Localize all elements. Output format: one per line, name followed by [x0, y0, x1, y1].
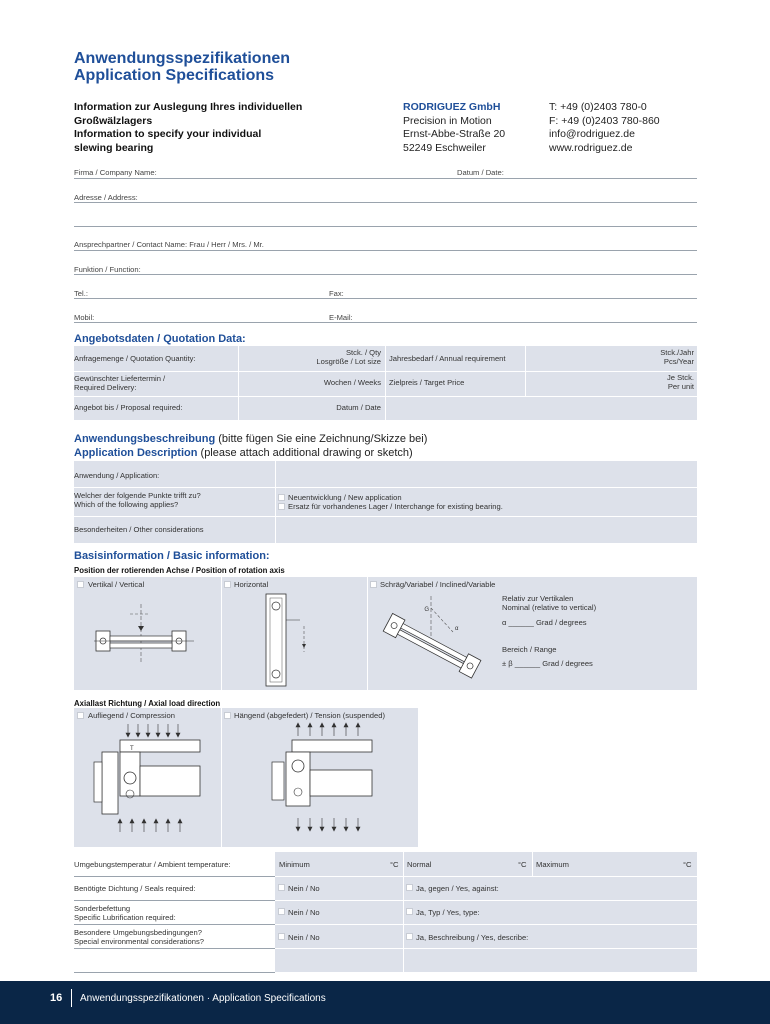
normal-label: Normal — [407, 860, 432, 869]
svg-text:G: G — [424, 607, 429, 613]
minimum-label: Minimum — [279, 860, 310, 869]
tel-fax-field[interactable] — [74, 298, 697, 299]
application-input[interactable] — [276, 462, 696, 486]
inclined-axis-drawing — [373, 594, 503, 684]
mobile-label: Mobil: — [74, 313, 95, 322]
new-application-label: Neuentwicklung / New application — [288, 493, 402, 502]
page-number: 16 — [50, 992, 63, 1004]
delivery-unit: Wochen / Weeks — [323, 378, 381, 387]
footer-text: Anwendungsspezifikationen · Application Specifications — [80, 993, 326, 1004]
lubrication-yes-label: Ja, Typ / Yes, type: — [416, 908, 480, 917]
proposal-unit: Datum / Date — [336, 403, 381, 412]
qty-input[interactable] — [239, 347, 384, 370]
seals-yes-checkbox[interactable] — [406, 884, 413, 891]
basic-info-title: Basisinformation / Basic information: — [74, 550, 270, 562]
company-name: RODRIGUEZ GmbH — [403, 101, 501, 113]
lubrication-no-checkbox[interactable] — [278, 908, 285, 915]
application-title-en: Application Description (please attach additional drawing or sketch) — [74, 447, 413, 459]
lubrication-label: Sonderbefettung Specific Lubrification required: — [74, 904, 176, 922]
lubrication-yes-checkbox[interactable] — [406, 908, 413, 915]
proposal-input[interactable] — [239, 397, 384, 419]
new-application-checkbox[interactable] — [278, 494, 285, 501]
environment-label: Besondere Umgebungsbedingungen? Special environmental considerations? — [74, 928, 205, 946]
svg-text:T: T — [130, 746, 134, 752]
qty-label: Anfragemenge / Quotation Quantity: — [74, 354, 196, 363]
rotation-axis-title: Position der rotierenden Achse / Position of rotation axis — [74, 566, 285, 575]
inclined-checkbox[interactable] — [370, 581, 377, 588]
proposal-label: Angebot bis / Proposal required: — [74, 403, 183, 412]
date-label: Datum / Date: — [457, 168, 504, 177]
tension-drawing — [262, 722, 387, 842]
seals-label: Benötigte Dichtung / Seals required: — [74, 884, 196, 893]
other-considerations-label: Besonderheiten / Other considerations — [74, 525, 204, 534]
web-link[interactable]: www.rodriguez.de — [549, 141, 633, 154]
address-label: Adresse / Address: — [74, 193, 138, 202]
minimum-temperature-input[interactable] — [318, 853, 388, 875]
page-title-en: Application Specifications — [74, 67, 275, 84]
address-field-2[interactable] — [74, 226, 697, 227]
maximum-temperature-input[interactable] — [576, 853, 680, 875]
alpha-degrees-field[interactable]: α ______ Grad / degrees — [502, 618, 587, 627]
seals-no-label: Nein / No — [288, 884, 320, 893]
tension-checkbox[interactable] — [224, 712, 231, 719]
environment-no-label: Nein / No — [288, 933, 320, 942]
function-field[interactable] — [74, 274, 697, 275]
intro-text: Information zur Auslegung Ihres individuellen Großwälzlagers Information to specify your individual slewing bearing — [74, 101, 303, 154]
company-address: RODRIGUEZ GmbH Precision in Motion Ernst-Abbe-Straße 20 52249 Eschweiler — [403, 101, 506, 154]
seals-no-checkbox[interactable] — [278, 884, 285, 891]
inclined-label: Schräg/Variabel / Inclined/Variable — [380, 580, 496, 589]
delivery-input[interactable] — [239, 372, 384, 395]
compression-drawing — [90, 722, 215, 842]
company-contact — [549, 101, 660, 155]
annual-unit: Stck./Jahr Pcs/Year — [660, 348, 694, 366]
qty-unit: Stck. / Qty Losgröße / Lot size — [316, 348, 381, 366]
target-price-unit: Je Stck. Per unit — [666, 373, 694, 391]
which-applies-label: Welcher der folgende Punkte trifft zu? Which of the following applies? — [74, 491, 201, 509]
compression-label: Aufliegend / Compression — [88, 711, 175, 720]
delivery-label: Gewünschter Liefertermin / Required Delivery: — [74, 374, 166, 392]
vertical-checkbox[interactable] — [77, 581, 84, 588]
footer-divider — [71, 989, 72, 1007]
email-label: E-Mail: — [329, 313, 353, 322]
fax-label: Fax: — [329, 289, 344, 298]
other-considerations-input[interactable] — [276, 517, 696, 542]
maximum-unit: °C — [683, 860, 692, 869]
normal-temperature-input[interactable] — [440, 853, 516, 875]
address-field[interactable] — [74, 202, 697, 203]
contact-name-label: Ansprechpartner / Contact Name: Frau / Herr / Mrs. / Mr. — [74, 240, 264, 249]
environment-yes-checkbox[interactable] — [406, 933, 413, 940]
horizontal-label: Horizontal — [234, 580, 269, 589]
fax: F: +49 (0)2403 780-860 — [549, 114, 660, 127]
horizontal-axis-drawing — [260, 590, 330, 690]
beta-degrees-field[interactable]: ± β ______ Grad / degrees — [502, 659, 593, 668]
interchange-label: Ersatz für vorhandenes Lager / Interchange for existing bearing. — [288, 502, 503, 511]
environment-yes-label: Ja, Beschreibung / Yes, describe: — [416, 933, 529, 942]
company-name-field[interactable] — [74, 178, 697, 179]
phone: T: +49 (0)2403 780-0 — [549, 101, 647, 113]
range-label: Bereich / Range — [502, 645, 557, 654]
seals-yes-label: Ja, gegen / Yes, against: — [416, 884, 499, 893]
ambient-temperature-label: Umgebungstemperatur / Ambient temperature: — [74, 860, 231, 869]
lubrication-no-label: Nein / No — [288, 908, 320, 917]
page-title-de: Anwendungsspezifikationen — [74, 50, 291, 67]
environment-description-input[interactable] — [276, 949, 696, 971]
vertical-axis-drawing — [94, 598, 204, 668]
normal-unit: °C — [518, 860, 527, 869]
vertical-label: Vertikal / Vertical — [88, 580, 145, 589]
axial-load-title: Axiallast Richtung / Axial load direction — [74, 699, 221, 708]
environment-no-checkbox[interactable] — [278, 933, 285, 940]
tension-label: Hängend (abgefedert) / Tension (suspended) — [234, 711, 385, 720]
company-name-label: Firma / Company Name: — [74, 168, 157, 177]
interchange-checkbox[interactable] — [278, 503, 285, 510]
maximum-label: Maximum — [536, 860, 569, 869]
annual-input[interactable] — [526, 347, 696, 370]
svg-text:α: α — [455, 626, 459, 632]
function-label: Funktion / Function: — [74, 265, 141, 274]
application-title-de: Anwendungsbeschreibung (bitte fügen Sie eine Zeichnung/Skizze bei) — [74, 433, 428, 445]
mobile-email-field[interactable] — [74, 322, 697, 323]
target-price-input[interactable] — [526, 372, 696, 395]
tel-label: Tel.: — [74, 289, 88, 298]
minimum-unit: °C — [390, 860, 399, 869]
horizontal-checkbox[interactable] — [224, 581, 231, 588]
email-link[interactable]: info@rodriguez.de — [549, 128, 635, 140]
relative-label: Relativ zur Vertikalen Nominal (relative to vertical) — [502, 594, 597, 612]
contact-name-field[interactable] — [74, 250, 697, 251]
target-price-label: Zielpreis / Target Price — [389, 378, 465, 387]
page-footer — [0, 981, 770, 1024]
compression-checkbox[interactable] — [77, 712, 84, 719]
annual-label: Jahresbedarf / Annual requirement — [389, 354, 506, 363]
quotation-title: Angebotsdaten / Quotation Data: — [74, 333, 246, 345]
application-label: Anwendung / Application: — [74, 471, 160, 480]
